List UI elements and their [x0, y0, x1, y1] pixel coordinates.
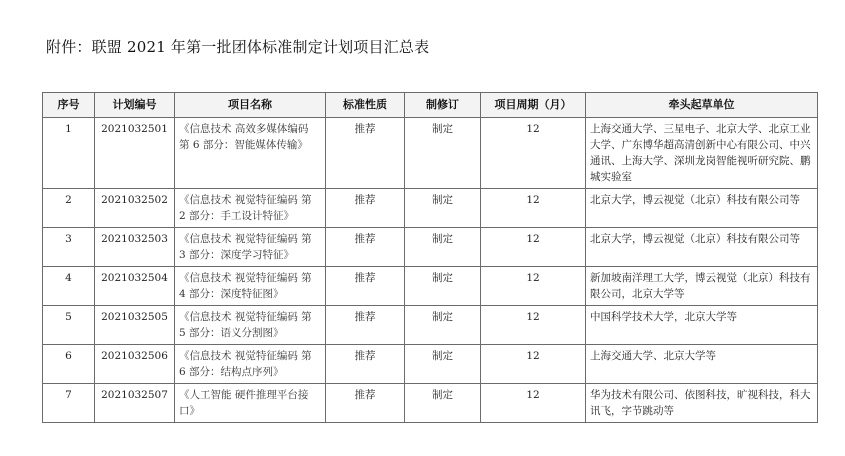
cell-type: 制定	[405, 267, 481, 306]
cell-nature: 推荐	[326, 384, 405, 423]
cell-plan-no: 2021032504	[95, 267, 175, 306]
cell-project-name: 《信息技术 视觉特征编码 第 3 部分：深度学习特征》	[175, 228, 326, 267]
cell-period: 12	[481, 306, 586, 345]
cell-project-name: 《信息技术 高效多媒体编码 第 6 部分：智能媒体传输》	[175, 118, 326, 189]
document-title: 附件：联盟 2021 年第一批团体标准制定计划项目汇总表	[46, 38, 430, 56]
cell-type: 制定	[405, 118, 481, 189]
cell-type: 制定	[405, 384, 481, 423]
cell-type: 制定	[405, 306, 481, 345]
cell-nature: 推荐	[326, 189, 405, 228]
table-row	[43, 228, 818, 267]
cell-lead-org: 北京大学，博云视觉（北京）科技有限公司等	[586, 189, 818, 228]
cell-period: 12	[481, 384, 586, 423]
cell-period: 12	[481, 228, 586, 267]
header-plan-no: 计划编号	[95, 93, 175, 118]
header-nature: 标准性质	[326, 93, 405, 118]
cell-seq: 3	[43, 228, 95, 267]
cell-seq: 2	[43, 189, 95, 228]
header-project-name: 项目名称	[175, 93, 326, 118]
cell-nature: 推荐	[326, 345, 405, 384]
header-period: 项目周期（月）	[481, 93, 586, 118]
cell-lead-org: 上海交通大学、北京大学等	[586, 345, 818, 384]
cell-period: 12	[481, 189, 586, 228]
cell-project-name: 《信息技术 视觉特征编码 第 5 部分：语义分割图》	[175, 306, 326, 345]
cell-project-name: 《信息技术 视觉特征编码 第 2 部分：手工设计特征》	[175, 189, 326, 228]
table-row	[43, 267, 818, 306]
cell-project-name: 《信息技术 视觉特征编码 第 4 部分：深度特征图》	[175, 267, 326, 306]
cell-project-name: 《信息技术 视觉特征编码 第 6 部分：结构点序列》	[175, 345, 326, 384]
table-row	[43, 306, 818, 345]
cell-lead-org: 新加坡南洋理工大学，博云视觉（北京）科技有限公司，北京大学等	[586, 267, 818, 306]
cell-nature: 推荐	[326, 228, 405, 267]
cell-period: 12	[481, 267, 586, 306]
cell-plan-no: 2021032506	[95, 345, 175, 384]
table-row	[43, 345, 818, 384]
table-row	[43, 118, 818, 189]
standards-plan-table	[42, 92, 818, 423]
header-seq: 序号	[43, 93, 95, 118]
table-row	[43, 189, 818, 228]
cell-project-name: 《人工智能 硬件推理平台接口》	[175, 384, 326, 423]
cell-seq: 1	[43, 118, 95, 189]
header-lead-org: 牵头起草单位	[586, 93, 818, 118]
cell-seq: 7	[43, 384, 95, 423]
cell-plan-no: 2021032505	[95, 306, 175, 345]
cell-nature: 推荐	[326, 118, 405, 189]
table-header-row	[43, 93, 818, 118]
table-row	[43, 384, 818, 423]
cell-nature: 推荐	[326, 306, 405, 345]
cell-type: 制定	[405, 345, 481, 384]
cell-lead-org: 华为技术有限公司、依图科技，旷视科技，科大讯飞，字节跳动等	[586, 384, 818, 423]
cell-type: 制定	[405, 189, 481, 228]
cell-seq: 5	[43, 306, 95, 345]
cell-lead-org: 上海交通大学、三星电子、北京大学、北京工业大学、广东博华超高清创新中心有限公司、中兴通讯、上海大学、深圳龙岗智能视听研究院、鹏城实验室	[586, 118, 818, 189]
cell-lead-org: 北京大学，博云视觉（北京）科技有限公司等	[586, 228, 818, 267]
cell-period: 12	[481, 345, 586, 384]
cell-type: 制定	[405, 228, 481, 267]
cell-seq: 6	[43, 345, 95, 384]
cell-plan-no: 2021032502	[95, 189, 175, 228]
cell-plan-no: 2021032503	[95, 228, 175, 267]
cell-nature: 推荐	[326, 267, 405, 306]
cell-period: 12	[481, 118, 586, 189]
cell-lead-org: 中国科学技术大学，北京大学等	[586, 306, 818, 345]
cell-seq: 4	[43, 267, 95, 306]
cell-plan-no: 2021032501	[95, 118, 175, 189]
header-type: 制修订	[405, 93, 481, 118]
cell-plan-no: 2021032507	[95, 384, 175, 423]
